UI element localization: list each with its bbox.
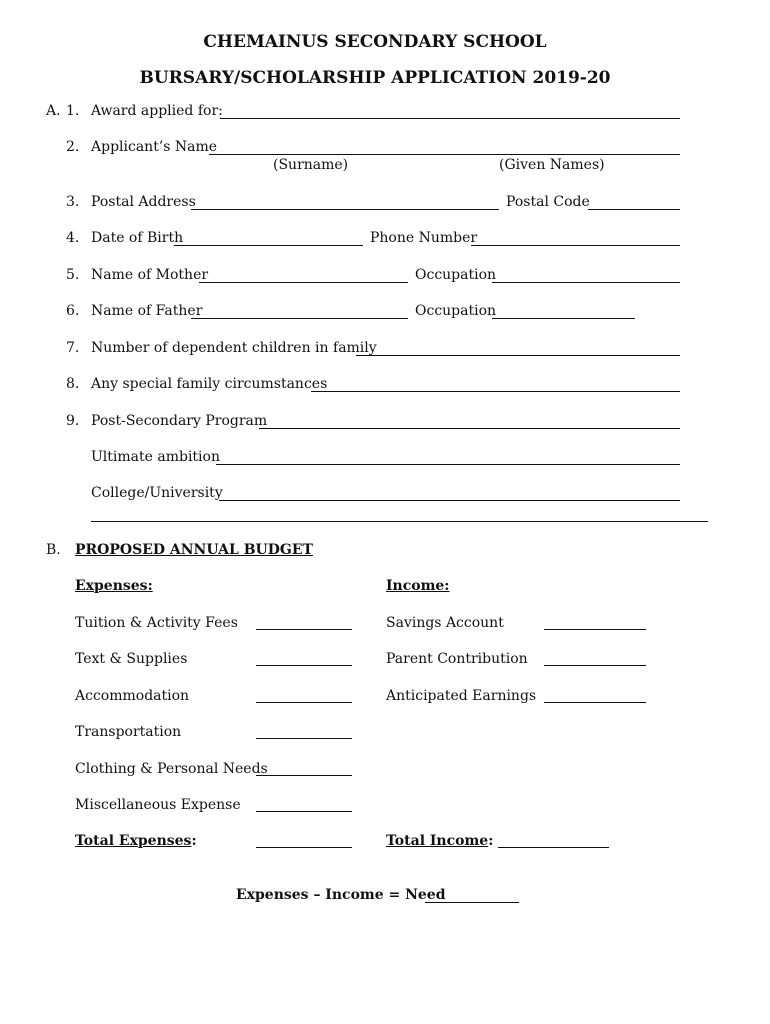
total-expenses-text: Total Expenses <box>75 833 192 849</box>
mother-occupation-label: Occupation <box>415 267 497 283</box>
date-of-birth-label: Date of Birth <box>91 230 184 246</box>
expense-transportation-label: Transportation <box>75 724 182 740</box>
award-field[interactable] <box>220 118 680 119</box>
expense-text-supplies-label: Text & Supplies <box>75 651 188 667</box>
expense-text-supplies-field[interactable] <box>256 665 352 666</box>
award-label: Award applied for: <box>91 103 223 119</box>
mother-name-field[interactable] <box>199 282 408 283</box>
total-expenses-label <box>75 833 197 849</box>
item-2-number: 2. <box>66 139 80 155</box>
date-of-birth-field[interactable] <box>174 245 363 246</box>
postal-address-field[interactable] <box>191 209 499 210</box>
postal-code-field[interactable] <box>588 209 680 210</box>
item-9-number: 9. <box>66 413 80 429</box>
expense-tuition-label: Tuition & Activity Fees <box>75 615 238 631</box>
budget-heading: PROPOSED ANNUAL BUDGET <box>75 542 313 558</box>
father-occupation-field[interactable] <box>492 318 635 319</box>
total-income-field[interactable] <box>498 847 609 848</box>
form-title: BURSARY/SCHOLARSHIP APPLICATION 2019-20 <box>139 68 611 88</box>
applicant-name-field[interactable] <box>209 154 680 155</box>
item-8-number: 8. <box>66 376 80 392</box>
income-parent-label: Parent Contribution <box>386 651 528 667</box>
father-name-field[interactable] <box>191 318 408 319</box>
item-4-number: 4. <box>66 230 80 246</box>
need-formula-label: Expenses – Income = Need <box>236 887 446 903</box>
dependent-children-field[interactable] <box>356 355 680 356</box>
ambition-label: Ultimate ambition <box>91 449 220 465</box>
surname-caption: (Surname) <box>273 157 349 173</box>
father-name-label: Name of Father <box>91 303 203 319</box>
dependent-children-label: Number of dependent children in family <box>91 340 377 356</box>
ambition-field[interactable] <box>216 464 680 465</box>
item-6-number: 6. <box>66 303 80 319</box>
total-income-colon: : <box>488 833 494 849</box>
college-field[interactable] <box>219 500 680 501</box>
expense-clothing-field[interactable] <box>256 775 352 776</box>
given-names-caption: (Given Names) <box>499 157 605 173</box>
postal-address-label: Postal Address <box>91 194 196 210</box>
expenses-heading: Expenses: <box>75 578 153 594</box>
expense-accommodation-field[interactable] <box>256 702 352 703</box>
expense-transportation-field[interactable] <box>256 738 352 739</box>
college-label: College/University <box>91 485 223 501</box>
total-expenses-colon: : <box>191 833 197 849</box>
expense-tuition-field[interactable] <box>256 629 352 630</box>
item-1-number: 1. <box>66 103 80 119</box>
total-expenses-field[interactable] <box>256 847 352 848</box>
post-secondary-field[interactable] <box>259 428 680 429</box>
income-heading: Income: <box>386 578 450 594</box>
mother-name-label: Name of Mother <box>91 267 209 283</box>
income-earnings-label: Anticipated Earnings <box>386 688 537 704</box>
section-a-marker: A. <box>46 103 61 119</box>
income-savings-label: Savings Account <box>386 615 504 631</box>
total-income-text: Total Income <box>386 833 489 849</box>
post-secondary-label: Post-Secondary Program <box>91 413 268 429</box>
school-name: CHEMAINUS SECONDARY SCHOOL <box>203 32 547 52</box>
family-circumstances-label: Any special family circumstances <box>91 376 328 392</box>
expense-misc-label: Miscellaneous Expense <box>75 797 241 813</box>
expense-clothing-label: Clothing & Personal Needs <box>75 761 268 777</box>
mother-occupation-field[interactable] <box>492 282 680 283</box>
income-parent-field[interactable] <box>544 665 646 666</box>
postal-code-label: Postal Code <box>506 194 590 210</box>
section-divider <box>91 521 708 522</box>
phone-number-field[interactable] <box>471 245 680 246</box>
section-b-marker: B. <box>46 542 61 558</box>
father-occupation-label: Occupation <box>415 303 497 319</box>
phone-number-label: Phone Number <box>370 230 478 246</box>
expense-misc-field[interactable] <box>256 811 352 812</box>
item-3-number: 3. <box>66 194 80 210</box>
family-circumstances-field[interactable] <box>311 391 680 392</box>
expense-accommodation-label: Accommodation <box>75 688 190 704</box>
income-savings-field[interactable] <box>544 629 646 630</box>
item-7-number: 7. <box>66 340 80 356</box>
item-5-number: 5. <box>66 267 80 283</box>
total-income-label <box>386 833 493 849</box>
applicant-name-label: Applicant’s Name <box>91 139 218 155</box>
need-field[interactable] <box>425 902 519 903</box>
income-earnings-field[interactable] <box>544 702 646 703</box>
